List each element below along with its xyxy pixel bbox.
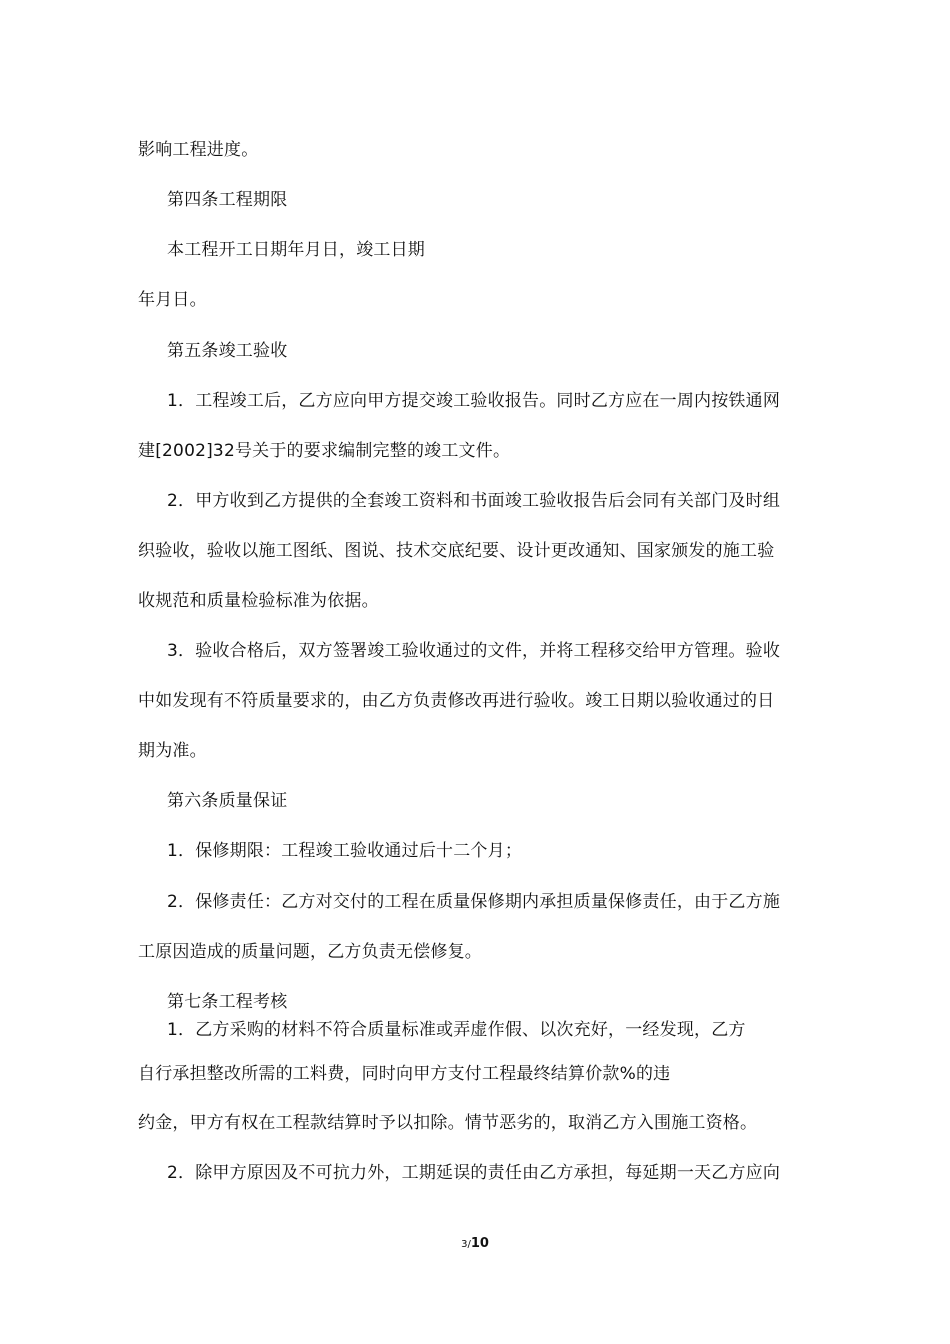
body-text-line: 2．除甲方原因及不可抗力外，工期延误的责任由乙方承担，每延期一天乙方应向 — [167, 1163, 781, 1183]
body-text-line: 工原因造成的质量问题，乙方负责无偿修复。 — [138, 942, 482, 962]
section-heading: 第七条工程考核 — [167, 992, 288, 1012]
page-number — [0, 1236, 950, 1253]
section-heading: 第四条工程期限 — [167, 190, 288, 210]
body-text-line: 期为准。 — [138, 741, 207, 761]
section-heading: 第五条竣工验收 — [167, 341, 288, 361]
section-heading: 第六条质量保证 — [167, 791, 288, 811]
body-text-line: 2．保修责任：乙方对交付的工程在质量保修期内承担质量保修责任，由于乙方施 — [167, 892, 781, 912]
body-text-line: 织验收，验收以施工图纸、图说、技术交底纪要、设计更改通知、国家颁发的施工验 — [138, 541, 775, 561]
body-text-line: 1．保修期限：工程竣工验收通过后十二个月； — [167, 841, 523, 861]
page-number-separator: / — [467, 1239, 471, 1250]
total-pages-number: 10 — [470, 1236, 489, 1251]
body-text-line: 自行承担整改所需的工料费，同时向甲方支付工程最终结算价款%的违 — [138, 1064, 671, 1084]
body-text-line: 1．工程竣工后，乙方应向甲方提交竣工验收报告。同时乙方应在一周内按铁通网 — [167, 391, 781, 411]
body-text-line: 收规范和质量检验标准为依据。 — [138, 591, 379, 611]
body-text-line: 2．甲方收到乙方提供的全套竣工资料和书面竣工验收报告后会同有关部门及时组 — [167, 491, 781, 511]
body-text-line: 建[2002]32号关于的要求编制完整的竣工文件。 — [138, 441, 511, 461]
body-text-line: 影响工程进度。 — [138, 140, 259, 160]
body-text-line: 1．乙方采购的材料不符合质量标准或弄虚作假、以次充好，一经发现，乙方 — [167, 1020, 746, 1040]
body-text-line: 中如发现有不符质量要求的，由乙方负责修改再进行验收。竣工日期以验收通过的日 — [138, 691, 775, 711]
body-text-line: 本工程开工日期年月日，竣工日期 — [167, 240, 425, 260]
body-text-line: 3．验收合格后，双方签署竣工验收通过的文件，并将工程移交给甲方管理。验收 — [167, 641, 781, 661]
body-text-line: 年月日。 — [138, 290, 207, 310]
body-text-line: 约金，甲方有权在工程款结算时予以扣除。情节恶劣的，取消乙方入围施工资格。 — [138, 1113, 758, 1133]
current-page-number: 3 — [461, 1239, 468, 1250]
